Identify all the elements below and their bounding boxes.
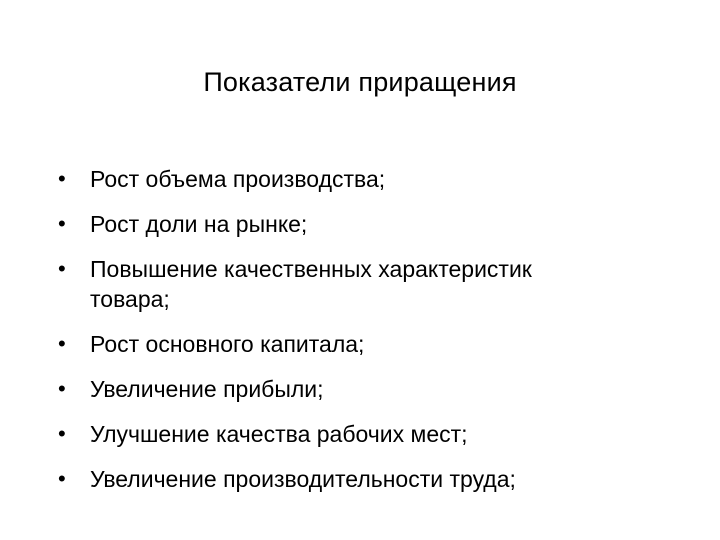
bullet-icon: • [58, 211, 66, 236]
bullet-list [58, 164, 618, 509]
bullet-item [58, 254, 618, 314]
bullet-text: Увеличение производительности труда; [90, 466, 516, 492]
bullet-text: Повышение качественных характеристик товара; [90, 256, 532, 312]
bullet-text: Увеличение прибыли; [90, 376, 324, 402]
bullet-icon: • [58, 376, 66, 401]
bullet-icon: • [58, 256, 66, 281]
bullet-item [58, 419, 618, 449]
bullet-text: Рост основного капитала; [90, 331, 365, 357]
bullet-text: Улучшение качества рабочих мест; [90, 421, 468, 447]
bullet-text: Рост объема производства; [90, 166, 386, 192]
slide-title: Показатели приращения [203, 67, 517, 97]
bullet-text: Рост доли на рынке; [90, 211, 308, 237]
bullet-item [58, 329, 618, 359]
bullet-icon: • [58, 466, 66, 491]
bullet-item [58, 164, 618, 194]
bullet-item [58, 209, 618, 239]
bullet-icon: • [58, 421, 66, 446]
bullet-icon: • [58, 331, 66, 356]
bullet-icon: • [58, 166, 66, 191]
bullet-item [58, 464, 618, 494]
bullet-item [58, 374, 618, 404]
